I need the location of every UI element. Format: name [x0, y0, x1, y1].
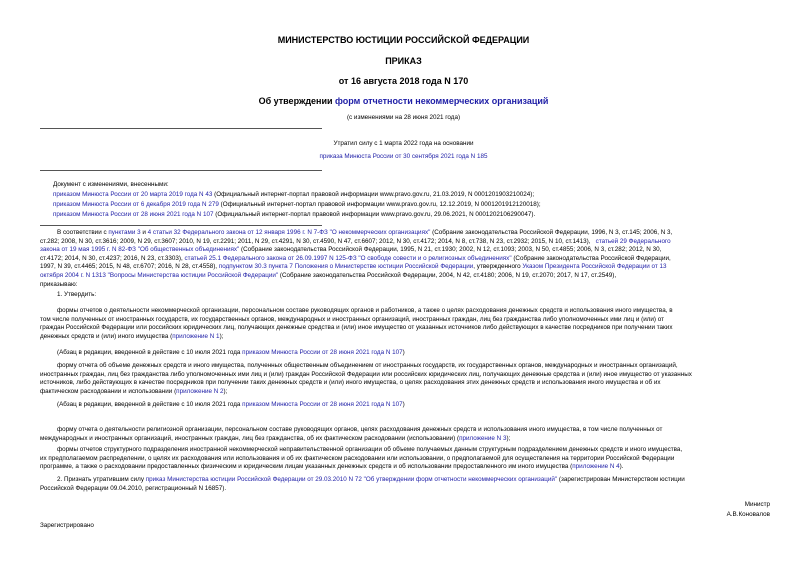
edition-note-2: (Абзац в редакции, введенной в действие с 10 июля 2021 года приказом Минюста России от 28 июня 2021 года N 107): [57, 401, 405, 408]
change-item: приказом Минюста России от 28 июня 2021 года N 107 (Официальный интернет-портал правовой информации www.pravo.gov.ru, 29.06.2021, N 0001202106290047).: [53, 211, 536, 218]
form-3-paragraph: форму отчета о деятельности религиозной организации, персональном составе руководящих органов, целях расходования денежных средств и использования иного имущества, в том числе полученных от международных и иностранных организаций, иностранных граждан, лиц без гражданства, об их фактическом расходовании (использовании) (приложение N 3);: [40, 426, 663, 442]
repeal-order-link[interactable]: приказа Минюста России от 30 сентября 2021 года N 185: [319, 153, 488, 160]
doc-date-number: от 16 августа 2018 года N 170: [338, 76, 469, 86]
form-4-paragraph: формы отчетов структурного подразделения иностранной некоммерческой неправительственной организации об объеме получаемых данным структурным подразделением денежных средств и иного имущества, их предполагаемом распределении, о целях их расходования или использования и об их фактическом расходовании или использовании, о предполагаемой для осуществления на территории Российской Федерации программе, а также о расходовании предоставленных физическим и юридическим лицам указанных денежных средств и об использовании предоставленного им иного имущества (приложение N 4).: [40, 446, 683, 471]
divider: [40, 225, 322, 226]
law-link[interactable]: подпунктом 30.3 пункта 7 Положения о Министерстве юстиции Российской Федерации: [218, 263, 474, 271]
doc-title-prefix: Об утверждении: [258, 96, 336, 106]
ministry-heading: МИНИСТЕРСТВО ЮСТИЦИИ РОССИЙСКОЙ ФЕДЕРАЦИИ: [277, 35, 530, 45]
law-link[interactable]: статьей 29 Федерального: [595, 237, 671, 245]
changes-intro: Документ с изменениями, внесенными:: [53, 181, 169, 188]
appendix-3-link[interactable]: приложение N 3: [459, 434, 507, 442]
doc-title: [0, 96, 807, 106]
divider: [40, 128, 322, 129]
law-link[interactable]: пунктами 3: [108, 229, 141, 236]
appendix-1-link[interactable]: приложение N 1: [172, 332, 220, 340]
law-link[interactable]: статьей 25.1 Федерального закона от 26.09.1997 N 125-ФЗ "О свободе совести и о религиозных объединениях": [184, 254, 512, 262]
change-item-link[interactable]: приказом Минюста России от 28 июня 2021 года N 107: [53, 211, 214, 218]
form-2-paragraph: форму отчета об объеме денежных средств и иного имущества, полученных общественным объединением от иностранных государств, их государственных органов, международных и иностранных организаций, иностранных граждан, лиц без гражданства либо уполномоченных ими лиц и (или) граждан Российской Федерации или российских юридических лиц, получающих денежные средства и (или) иное имущество от указанных источников, либо действующих в качестве посредников при получении таких денежных средств и (или) иного имущества, о целях расходования этих денежных средств и использования иного имущества и об их фактическом расходовании и использовании (приложение N 2);: [40, 362, 692, 395]
signature-name: А.В.Коновалов: [726, 511, 770, 518]
doc-type-heading: ПРИКАЗ: [385, 56, 422, 66]
amendment-link[interactable]: приказом Минюста России от 28 июня 2021 года N 107: [242, 349, 403, 356]
change-item: приказом Минюста России от 20 марта 2019 года N 43 (Официальный интернет-портал правовой информации www.pravo.gov.ru, 21.03.2019, N 0001201903210024);: [53, 191, 535, 198]
change-item: приказом Минюста России от 6 декабря 2019 года N 279 (Официальный интернет-портал правовой информации www.pravo.gov.ru, 12.12.2019, N 0001201912120018);: [53, 201, 541, 208]
appendix-2-link[interactable]: приложение N 2: [176, 387, 224, 395]
doc-title-link[interactable]: форм отчетности некоммерческих организаций: [335, 96, 549, 106]
repealed-order-link[interactable]: приказ Министерства юстиции Российской Федерации от 29.03.2010 N 72 "Об утверждении форм отчетности некоммерческих организаций": [145, 476, 558, 483]
status-line-2: [0, 153, 807, 162]
law-link[interactable]: закона от 19 мая 1995 г. N 82-ФЗ "Об общественных объединениях": [40, 246, 240, 254]
status-line-1: Утратил силу с 1 марта 2022 года на основании: [333, 140, 474, 147]
registered-label: Зарегистрировано: [40, 522, 94, 529]
appendix-4-link[interactable]: приложение N 4: [572, 463, 620, 471]
edition-note-1: (Абзац в редакции, введенной в действие с 10 июля 2021 года приказом Минюста России от 28 июня 2021 года N 107): [57, 349, 405, 356]
change-item-link[interactable]: приказом Минюста России от 20 марта 2019 года N 43: [53, 191, 213, 198]
approve-heading: 1. Утвердить:: [57, 291, 97, 298]
form-1-paragraph: формы отчетов о деятельности некоммерческой организации, персональном составе руководящих органов и работников, а также о целях расходования денежных средств и использования иного имущества, в том числе полученных от иностранных государств, их государственных органов, международных и иностранных организаций, иностранных граждан, лиц без гражданства либо уполномоченных ими лиц и (или) от граждан Российской Федерации или российских юридических лиц, получающих денежные средства и (или) иное имущество от указанных источников либо действующих в качестве посредников при получении таких денежных средств и (или) иного имущества (приложение N 1);: [40, 307, 673, 340]
law-link[interactable]: 4 статьи 32 Федерального закона от 12 января 1996 г. N 7-ФЗ "О некоммерческих организациях": [147, 229, 431, 236]
divider: [40, 170, 322, 171]
law-link[interactable]: Указом Президента Российской Федерации от 13: [522, 263, 667, 271]
change-item-link[interactable]: приказом Минюста России от 6 декабря 2019 года N 279: [53, 201, 219, 208]
signature-position: Министр: [744, 501, 770, 508]
amendments-note: (с изменениями на 28 июня 2021 года): [346, 114, 461, 121]
amendment-link[interactable]: приказом Минюста России от 28 июня 2021 года N 107: [242, 401, 403, 408]
item-2-paragraph: 2. Признать утратившим силу приказ Министерства юстиции Российской Федерации от 29.03.2010 N 72 "Об утверждении форм отчетности некоммерческих организаций" (зарегистрирован Министерством юстиции Российской Федерации 09.04.2010, регистрационный N 16857).: [40, 476, 685, 492]
law-link[interactable]: октября 2004 г. N 1313 "Вопросы Министерства юстиции Российской Федерации": [40, 271, 279, 279]
preamble: В соответствии с пунктами 3 и 4 статьи 32 Федерального закона от 12 января 1996 г. N 7-ФЗ "О некоммерческих организациях" (Собрание законодательства Российской Федерации, 1996, N 3, ст.145; 2006, N 3, ст.282; 2008, N 30, ст.3616; 2009, N 29, ст.3607; 2010, N 19, ст.2291; 2011, N 29, ст.4291, N 30, ст.4590, N 47, ст.6607; 2012, N 30, ст.4172; 2014, N 8, ст.738, N 23, ст.2932; 2015, N 10, ст.1413), статьей 29 Федерального закона от 19 мая 1995 г. N 82-ФЗ "Об общественных объединениях" (Собрание законодательства Российской Федерации, 1995, N 21, ст.1930; 2002, N 12, ст.1093; 2003, N 50, ст.4855; 2006, N 3, ст.282; 2012, N 30, ст.4172; 2014, N 30, ст.4237; 2016, N 23, ст.3303), статьей 25.1 Федерального закона от 26.09.1997 N 125-ФЗ "О свободе совести и о религиозных объединениях" (Собрание законодательства Российской Федерации, 1997, N 39, ст.4465; 2015, N 48, ст.6707; 2016, N 28, ст.4558), подпунктом 30.3 пункта 7 Положения о Министерстве юстиции Российской Федерации, утвержденного Указом Президента Российской Федерации от 13 октября 2004 г. N 1313 "Вопросы Министерства юстиции Российской Федерации" (Собрание законодательства Российской Федерации, 2004, N 42, ст.4180; 2006, N 19, ст.2070; 2017, N 17, ст.2549), приказываю:: [40, 229, 673, 288]
